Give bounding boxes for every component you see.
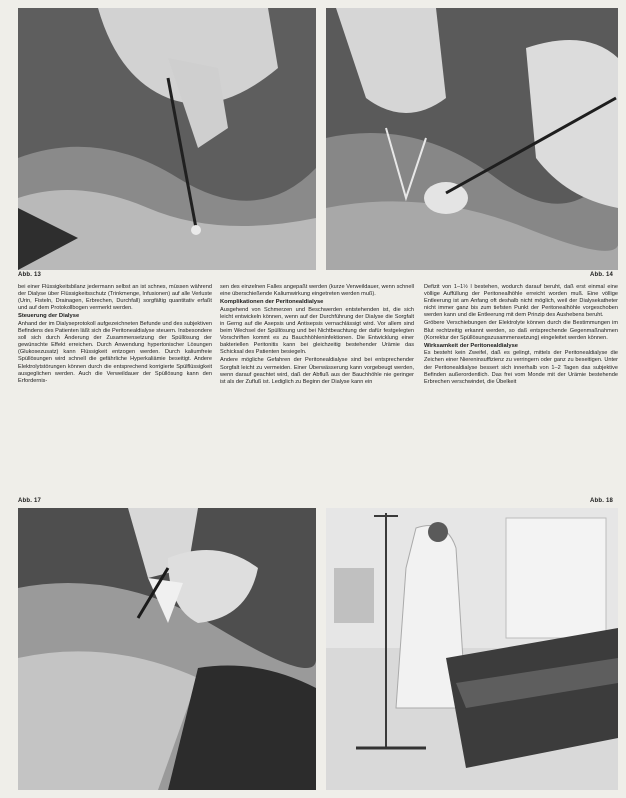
text-column-3 <box>424 284 618 496</box>
col2-intro: sen des einzelnen Falles angepaßt werden (kurze Verweildauer, wenn schnell eine überschießende Kaliumwirkung eingetreten werden muß). <box>220 284 414 298</box>
col1-body: Anhand der im Dialyseprotokoll aufgezeichneten Befunde und des subjektiven Befindens des Patienten läßt sich die Peritonealdialyse steuern. Insbesondere soll sich durch Änderung der Zusammensetzung der Spüllösung der gewünschte Effekt erreichen. Durch Anwendung hypertonischer Lösungen (Glukosezusatz) kann Flüssigkeit entzogen werden. Durch kaliumfreie Spüllösungen wird schnell die gefährliche Hyperkaliämie beseitigt. Andere Elektrolytstörungen können durch die entsprechend korrigierte Spülflüssigkeit ausgeglichen werden. Auch die Verweildauer der Spüllösung kann den Erfordernis- <box>18 320 212 384</box>
text-column-2 <box>220 284 414 496</box>
col1-intro: bei einer Flüssigkeitsbilanz jedermann selbst an ist schnes, müssen während der Dialyse über Flüssigkeitsschutz (Trinkmenge, Infusionen) auf alle Verluste (Urin, Fisteln, Drainagen, Erbrechen, Durchfall) sorgfältig quantitativ erfaßt und auf dem Protokollbogen vermerkt werden. <box>18 284 212 312</box>
photo-abb-18 <box>326 508 618 790</box>
col3-body-1: Gröbere Verschiebungen der Elektrolyte können durch die Bestimmungen im Blut rechtzeitig erkannt werden, so daß entsprechende Gegenmaßnahmen (Korrektur der Spüllösungszusammensetzung) eingeleitet werden können. <box>424 320 618 341</box>
caption-abb-14: Abb. 14 <box>590 272 614 278</box>
col3-intro: Defizit von 1–1½ l bestehen, wodurch darauf beruht, daß erst einmal eine völlige Auffüllung der Peritonealhöhle erreicht worden muß. Eine völlige Entleerung ist am Anfang oft deshalb nicht möglich, weil der Dialysekatheter nicht immer ganz bis zum tiefsten Punkt der Peritonealhöhle vorgeschoben werden kann und die Entleerung mit dem Prinzip des Aushebens beruht. <box>424 284 618 319</box>
col2-heading: Komplikationen der Peritonealdialyse <box>220 299 324 306</box>
col2-body-2: Andere mögliche Gefahren der Peritonealdialyse sind bei entsprechender Sorgfalt leicht zu vermeiden. Einer Überwässerung kann vorgebeugt werden, wenn darauf geachtet wird, daß der Abfluß aus der Bauchhöhle nie geringer ist als der Zufluß ist. Lediglich zu Beginn der Dialyse kann ein <box>220 357 414 385</box>
col3-body-2: Es besteht kein Zweifel, daß es gelingt, mittels der Peritonealdialyse die Zeichen einer Niereninsuffizienz zu verringern oder ganz zu beseitigen. Unter der Peritonealdialyse bessert sich innerhalb von 1–2 Tagen das subjektive Befinden außerordentlich. Das frei vom Monde mit der Urämie bestehende Erbrechen verschwindet, die Übelkeit <box>424 350 618 385</box>
col3-heading: Wirksamkeit der Peritonealdialyse <box>424 342 519 349</box>
col1-heading: Steuerung der Dialyse <box>18 313 80 320</box>
photo-abb-14 <box>326 8 618 270</box>
caption-abb-18: Abb. 18 <box>590 498 614 504</box>
col2-body-1: Ausgehend von Schmerzen und Beschwerden entstehenden ist, die sich leicht entwickeln können, wenn auf der Durchführung der Dialyse die Sorgfalt in Gerng auf die Asepsis und Antisepsis vernachlässigt wird. Vor allem sind beim Wechsel der Spüllösung und bei Nichtbeachtung der dafür festgelegten Vorschriften kommt es zu Bauchhöhleninfektionen. Die Entwicklung einer bakteriellen Peritonitis kann bei gleichzeitig bestehender Urämie das Schicksal des Patienten besiegeln. <box>220 306 414 356</box>
caption-abb-17: Abb. 17 <box>18 498 42 504</box>
caption-abb-13: Abb. 13 <box>18 272 42 278</box>
photo-abb-13 <box>18 8 316 270</box>
photo-abb-17 <box>18 508 316 790</box>
text-column-1 <box>18 284 212 496</box>
